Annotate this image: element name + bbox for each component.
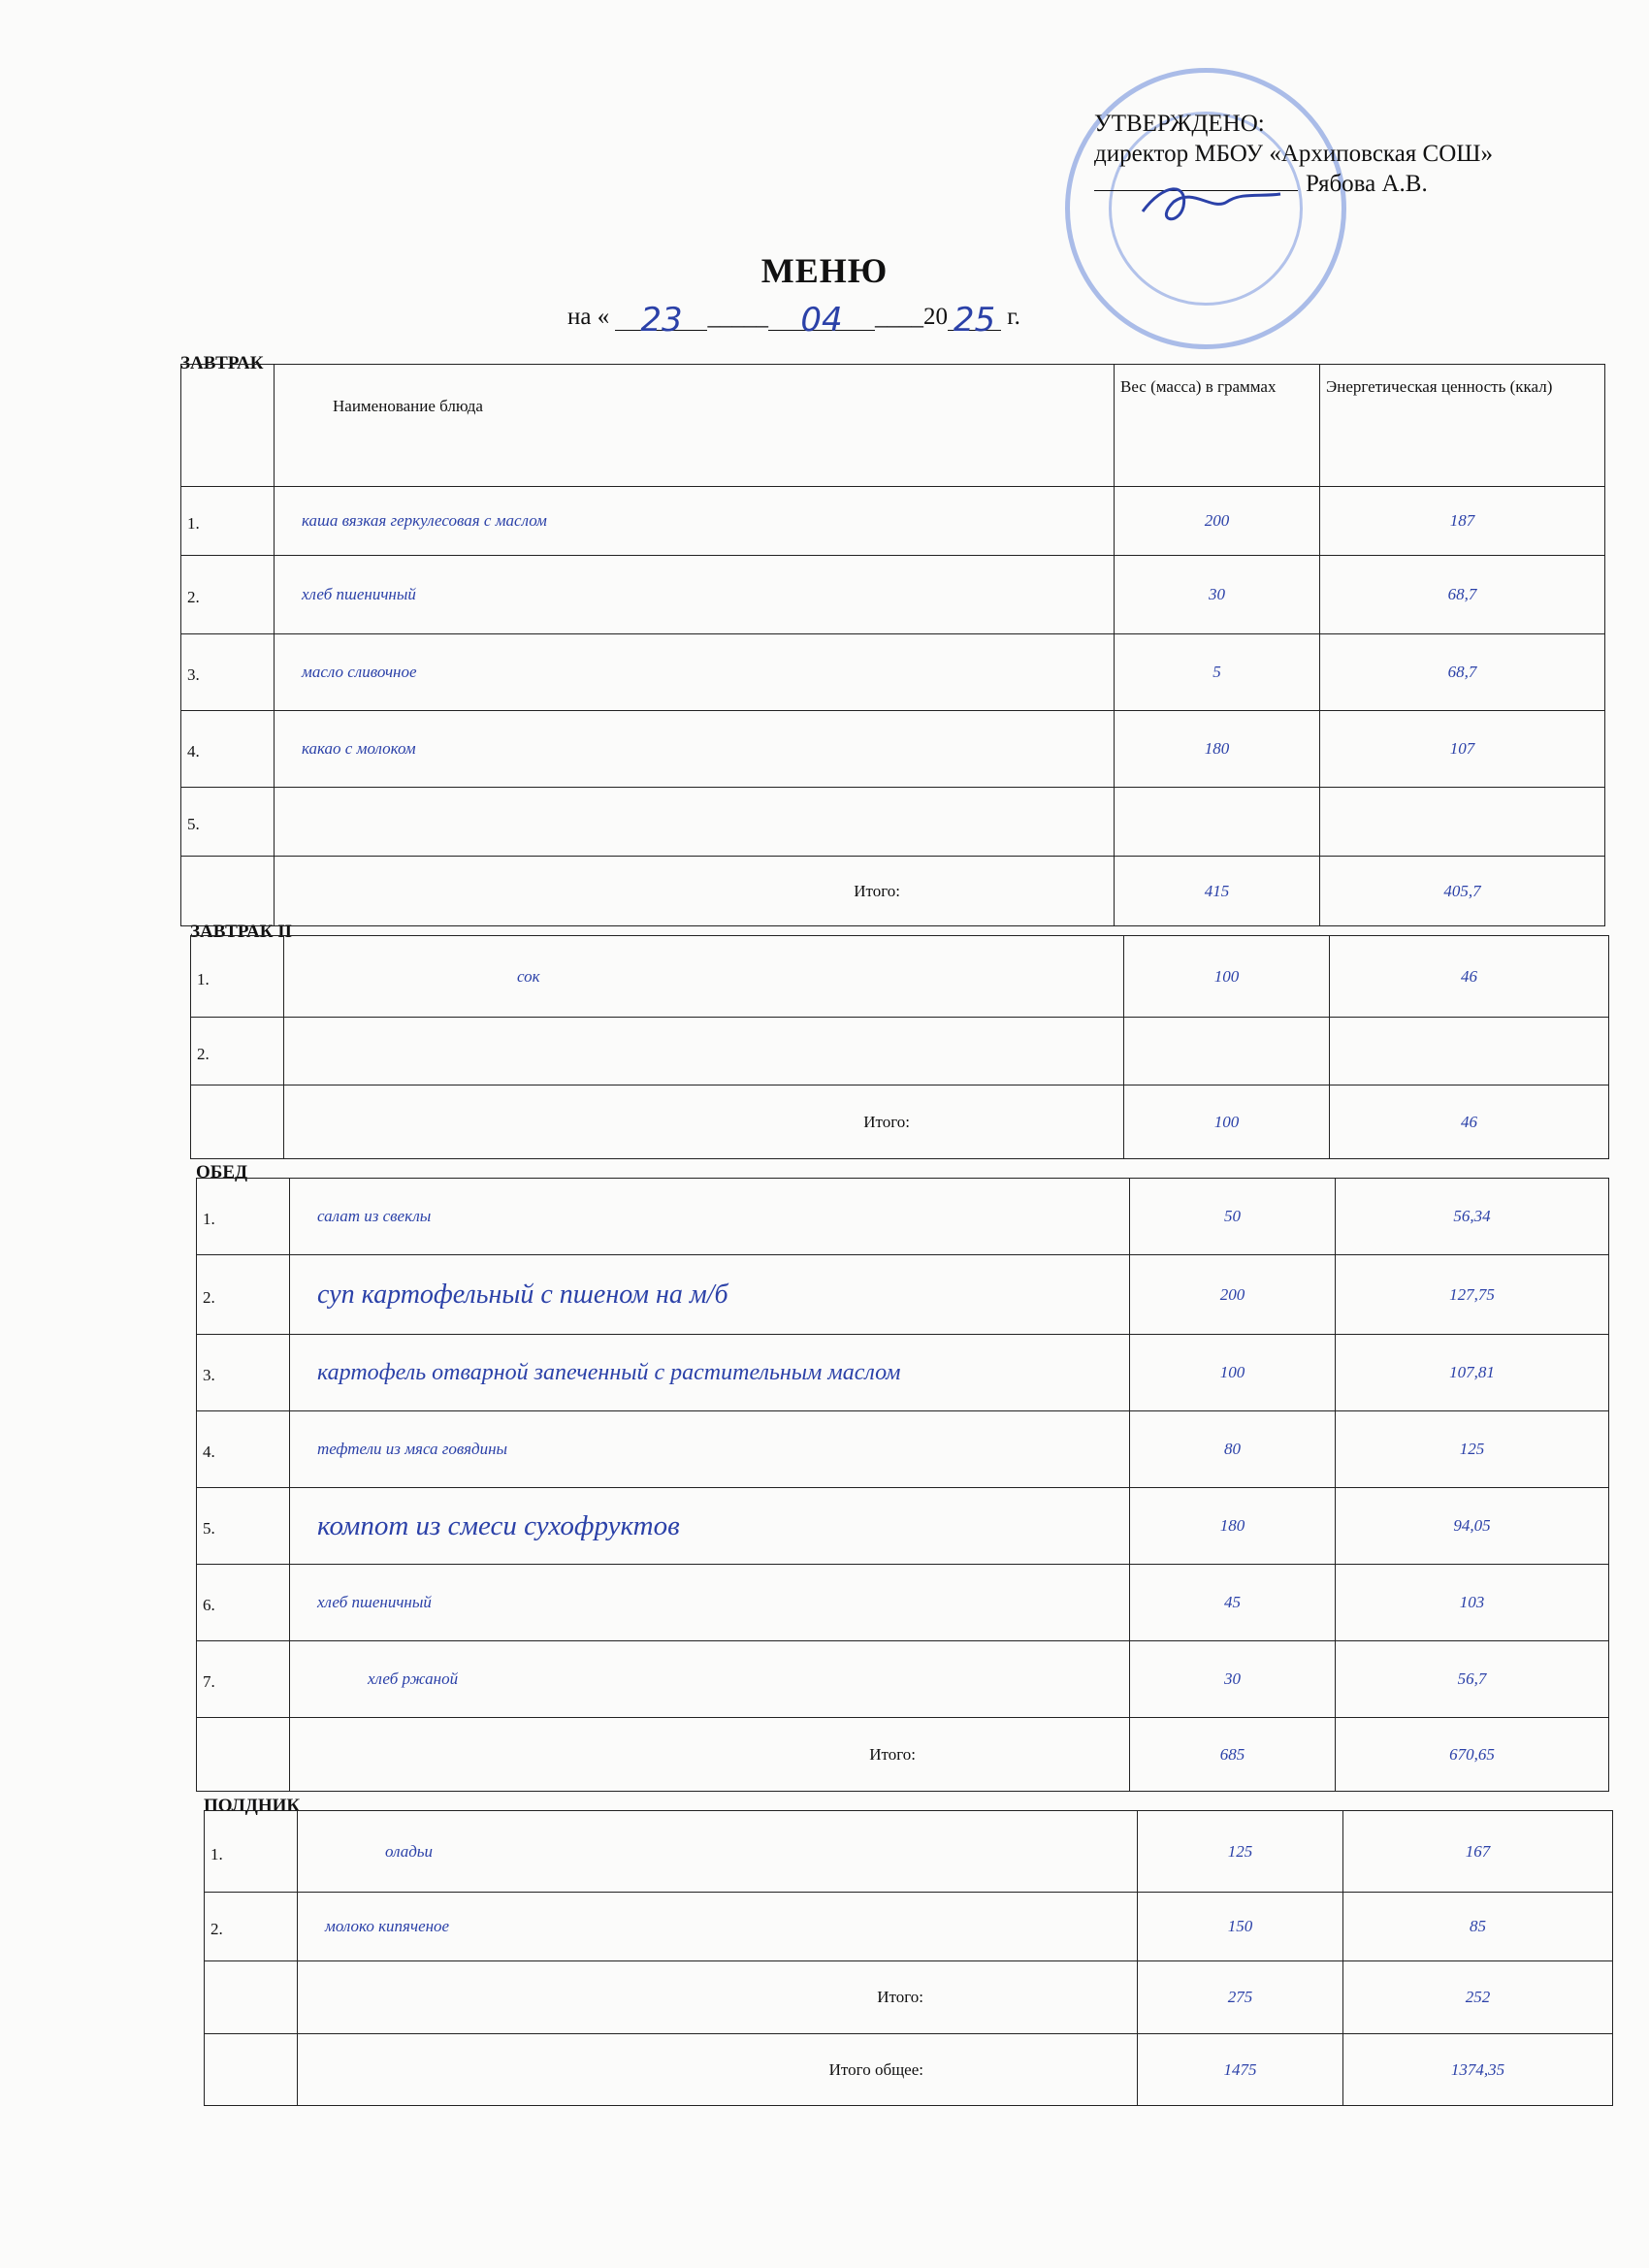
dish-weight: 150 (1138, 1893, 1343, 1961)
date-prefix: на « (567, 304, 610, 330)
dish-energy: 127,75 (1336, 1255, 1609, 1335)
table-row (191, 936, 1609, 1018)
dish-weight: 30 (1115, 556, 1320, 634)
date-suffix: г. (1007, 304, 1020, 330)
grand-total-label: Итого общее: (298, 2034, 1138, 2106)
row-number: 3. (181, 634, 275, 711)
dish-weight: 100 (1130, 1335, 1336, 1411)
breakfast-table (180, 364, 1605, 926)
dish-name: масло сливочное (275, 634, 1115, 711)
total-energy: 46 (1330, 1085, 1609, 1159)
dish-weight (1115, 788, 1320, 857)
row-number: 4. (181, 711, 275, 788)
dish-name (284, 1018, 1124, 1085)
total-weight: 685 (1130, 1718, 1336, 1792)
dish-weight: 200 (1130, 1255, 1336, 1335)
dish-energy (1320, 788, 1605, 857)
dish-energy: 167 (1343, 1811, 1613, 1893)
dish-name: хлеб ржаной (290, 1641, 1130, 1718)
section-breakfast-label: ЗАВТРАК (180, 353, 264, 373)
total-row (205, 1961, 1613, 2034)
table-row (197, 1488, 1609, 1565)
total-weight: 100 (1124, 1085, 1330, 1159)
table-row (205, 1811, 1613, 1893)
dish-weight: 5 (1115, 634, 1320, 711)
dish-energy: 187 (1320, 487, 1605, 556)
dish-name: тефтели из мяса говядины (290, 1411, 1130, 1488)
signature-scribble (1135, 173, 1290, 231)
row-number: 1. (181, 487, 275, 556)
dish-name: картофель отварной запеченный с растительным маслом (290, 1335, 1130, 1411)
total-row (191, 1085, 1609, 1159)
date-month: 04 (768, 301, 875, 331)
table-row (181, 788, 1605, 857)
dish-energy: 68,7 (1320, 556, 1605, 634)
total-label: Итого: (298, 1961, 1138, 2034)
total-label: Итого: (284, 1085, 1124, 1159)
snack-table (204, 1810, 1613, 2106)
table-row (181, 556, 1605, 634)
total-row (181, 857, 1605, 926)
row-number: 1. (197, 1179, 290, 1255)
dish-energy: 125 (1336, 1411, 1609, 1488)
dish-energy: 107 (1320, 711, 1605, 788)
dish-weight (1124, 1018, 1330, 1085)
row-number: 4. (197, 1411, 290, 1488)
table-row (197, 1179, 1609, 1255)
col-energy-header: Энергетическая ценность (ккал) (1320, 365, 1605, 487)
dish-name: хлеб пшеничный (275, 556, 1115, 634)
row-number: 1. (191, 936, 284, 1018)
dish-energy: 94,05 (1336, 1488, 1609, 1565)
table-header-row (181, 365, 1605, 487)
dish-weight: 200 (1115, 487, 1320, 556)
dish-name: сок (284, 936, 1124, 1018)
dish-name: суп картофельный с пшеном на м/б (290, 1255, 1130, 1335)
row-number: 2. (205, 1893, 298, 1961)
section-snack-label: ПОЛДНИК (204, 1796, 301, 1816)
total-label: Итого: (290, 1718, 1130, 1792)
row-number: 3. (197, 1335, 290, 1411)
table-row (181, 634, 1605, 711)
dish-name: оладьи (298, 1811, 1138, 1893)
row-number: 6. (197, 1565, 290, 1641)
date-year: 25 (948, 301, 1001, 331)
date-line: на « 23 _____ 04 ____20 25 г. (567, 301, 1020, 340)
grand-total-weight: 1475 (1138, 2034, 1343, 2106)
dish-energy: 107,81 (1336, 1335, 1609, 1411)
approval-position: директор МБОУ «Архиповская СОШ» (1094, 141, 1493, 167)
dish-energy: 68,7 (1320, 634, 1605, 711)
dish-energy (1330, 1018, 1609, 1085)
dish-name: молоко кипяченое (298, 1893, 1138, 1961)
dish-name: салат из свеклы (290, 1179, 1130, 1255)
dish-name: какао с молоком (275, 711, 1115, 788)
dish-energy: 85 (1343, 1893, 1613, 1961)
dish-name: хлеб пшеничный (290, 1565, 1130, 1641)
approval-name: Рябова А.В. (1306, 171, 1428, 197)
dish-weight: 100 (1124, 936, 1330, 1018)
row-number: 1. (205, 1811, 298, 1893)
dish-weight: 125 (1138, 1811, 1343, 1893)
approval-title: УТВЕРЖДЕНО: (1094, 111, 1265, 137)
total-weight: 415 (1115, 857, 1320, 926)
dish-weight: 45 (1130, 1565, 1336, 1641)
col-weight-header: Вес (масса) в граммах (1115, 365, 1320, 487)
table-row (181, 711, 1605, 788)
table-row (197, 1335, 1609, 1411)
total-energy: 670,65 (1336, 1718, 1609, 1792)
dish-weight: 50 (1130, 1179, 1336, 1255)
date-day: 23 (615, 301, 707, 331)
dish-energy: 56,34 (1336, 1179, 1609, 1255)
row-number: 5. (197, 1488, 290, 1565)
dish-weight: 180 (1130, 1488, 1336, 1565)
dish-name: каша вязкая геркулесовая с маслом (275, 487, 1115, 556)
section-lunch-label: ОБЕД (196, 1162, 248, 1183)
table-row (205, 1893, 1613, 1961)
table-row (191, 1018, 1609, 1085)
row-number: 2. (181, 556, 275, 634)
grand-total-energy: 1374,35 (1343, 2034, 1613, 2106)
dish-name: компот из смеси сухофруктов (290, 1488, 1130, 1565)
dish-weight: 80 (1130, 1411, 1336, 1488)
page-title: МЕНЮ (760, 251, 889, 290)
table-row (181, 487, 1605, 556)
total-energy: 252 (1343, 1961, 1613, 2034)
total-row (197, 1718, 1609, 1792)
table-row (197, 1255, 1609, 1335)
col-name-header: Наименование блюда (275, 365, 1115, 487)
row-number: 2. (197, 1255, 290, 1335)
total-label: Итого: (275, 857, 1115, 926)
date-year-prefix: 20 (922, 304, 948, 330)
dish-energy: 56,7 (1336, 1641, 1609, 1718)
table-row (197, 1411, 1609, 1488)
dish-energy: 46 (1330, 936, 1609, 1018)
grand-total-row (205, 2034, 1613, 2106)
total-energy: 405,7 (1320, 857, 1605, 926)
dish-name (275, 788, 1115, 857)
row-number: 2. (191, 1018, 284, 1085)
lunch-table (196, 1178, 1609, 1792)
table-row (197, 1641, 1609, 1718)
breakfast2-table (190, 935, 1609, 1159)
table-row (197, 1565, 1609, 1641)
dish-energy: 103 (1336, 1565, 1609, 1641)
dish-weight: 180 (1115, 711, 1320, 788)
dish-weight: 30 (1130, 1641, 1336, 1718)
row-number: 5. (181, 788, 275, 857)
section-breakfast2-label: ЗАВТРАК II (190, 922, 293, 942)
total-weight: 275 (1138, 1961, 1343, 2034)
row-number: 7. (197, 1641, 290, 1718)
